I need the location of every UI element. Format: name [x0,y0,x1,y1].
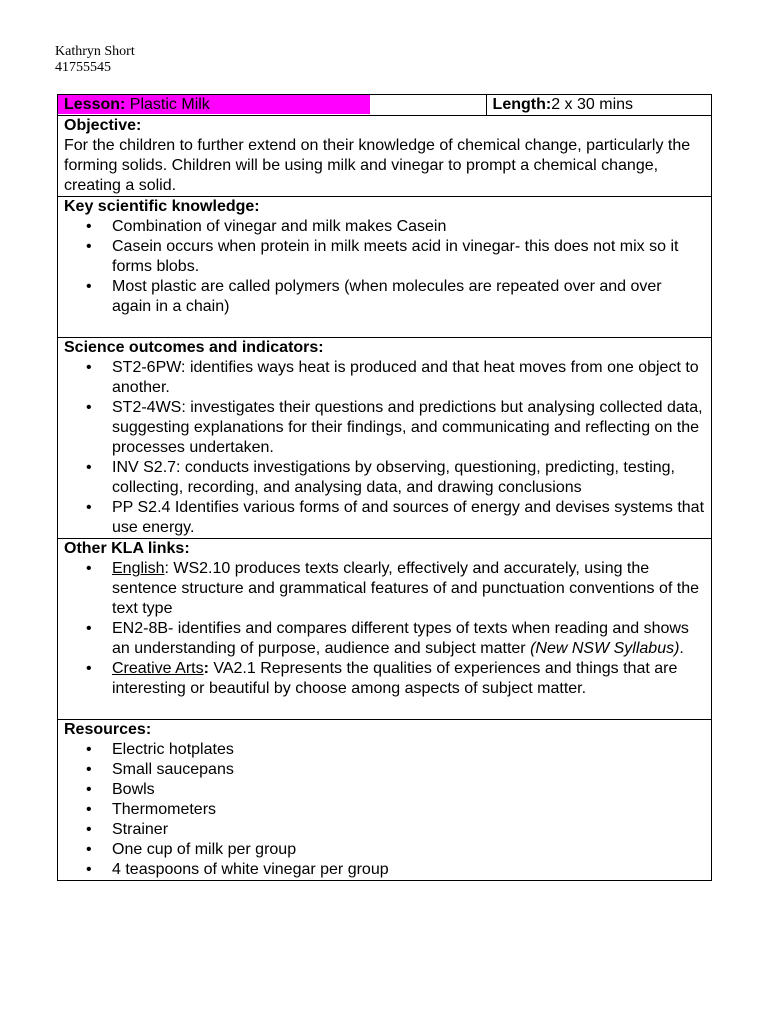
outcomes-cell [58,338,712,539]
kla-list [64,559,705,699]
list-item: • One cup of milk per group [112,840,705,860]
author-id: 41755545 [55,60,111,75]
objective-text: For the children to further extend on their knowledge of chemical change, particularly the forming solids. Children will be using milk and vinegar to prompt a chemical change, creating a solid. [64,137,691,194]
lesson-label: Lesson: [64,96,126,113]
knowledge-row [58,197,712,338]
list-item: • INV S2.7: conducts investigations by observing, questioning, predicting, testing, collecting, recording, and analysing data, and drawing conclusions [112,458,705,498]
list-item: • Bowls [112,780,705,800]
kla-row [58,539,712,720]
list-item: • Thermometers [112,800,705,820]
length-value: 2 x 30 mins [551,96,634,113]
objective-cell [58,116,712,197]
lesson-cell [58,95,487,116]
knowledge-cell [58,197,712,338]
list-item: • ST2-4WS: investigates their questions and predictions but analysing collected data, suggesting explanations for their findings, and communicating and reflecting on the processes undertaken. [112,398,705,458]
lesson-plan-table [57,94,712,881]
kla-heading: Other KLA links: [64,540,190,557]
list-item: • Strainer [112,820,705,840]
arts-text: VA2.1 Represents the qualities of experiences and things that are interesting or beautiful by choose among aspects of subject matter. [112,660,678,697]
length-label: Length: [492,96,552,113]
list-item: • Casein occurs when protein in milk meets acid in vinegar- this does not mix so it forms blobs. [112,237,705,277]
list-item: • Electric hotplates [112,740,705,760]
knowledge-list [64,217,705,317]
resources-list [64,740,705,880]
kla-english-item [112,559,705,619]
lesson-row [58,95,712,116]
en2-end: . [679,640,684,657]
arts-label: Creative Arts [112,660,204,677]
english-label: English [112,560,165,577]
outcomes-heading: Science outcomes and indicators: [64,339,324,356]
list-item: • Combination of vinegar and milk makes Casein [112,217,705,237]
knowledge-heading: Key scientific knowledge: [64,198,260,215]
list-item: • ST2-6PW: identifies ways heat is produced and that heat moves from one object to another. [112,358,705,398]
resources-heading: Resources: [64,721,152,738]
en2-syllabus: (New NSW Syllabus) [530,640,680,657]
outcomes-row [58,338,712,539]
lesson-highlight [58,95,370,114]
resources-cell [58,720,712,881]
kla-cell [58,539,712,720]
author-block [55,44,135,76]
arts-colon: : [203,660,209,677]
list-item: • PP S2.4 Identifies various forms of and sources of energy and devises systems that use energy. [112,498,705,538]
objective-row [58,116,712,197]
author-name: Kathryn Short [55,44,135,59]
list-item: • Most plastic are called polymers (when molecules are repeated over and over again in a chain) [112,277,705,317]
kla-arts-item [112,659,705,699]
objective-heading: Objective: [64,117,142,134]
english-text: : WS2.10 produces texts clearly, effectively and accurately, using the sentence structure and grammatical features of and punctuation conventions of the text type [112,560,700,617]
lesson-value: Plastic Milk [125,96,210,113]
list-item: • 4 teaspoons of white vinegar per group [112,860,705,880]
list-item: • Small saucepans [112,760,705,780]
en2-text: EN2-8B- identifies and compares different types of texts when reading and shows an understanding of purpose, audience and subject matter [112,620,689,657]
outcomes-list [64,358,705,538]
length-cell [486,95,711,116]
kla-en2-item [112,619,705,659]
resources-row [58,720,712,881]
